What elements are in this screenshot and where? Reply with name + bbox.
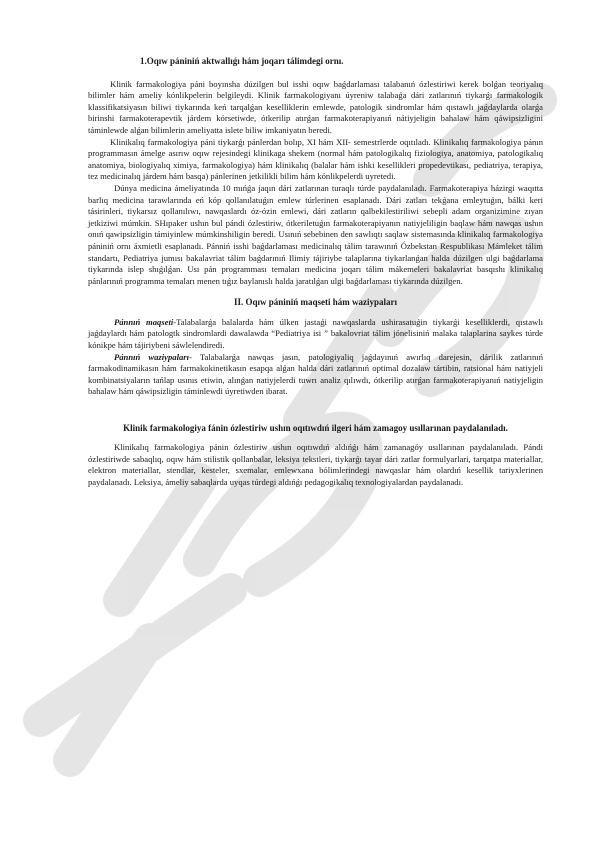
tasks-text: - Talabalarǵa nawqas jasın, patologiyaliq jaǵdayınıń awırlıq darejesin, dárilik zatlarınıń farmakodinamikasın hám farmakokinetikasın esapqa alǵan halda dári zatlarınıń optimal dozalaw tártibin, ratsional hám natiyjeli kombinatsiyaların tańlap usınıs etiwin, alınǵan natiyjelerdi tuwrı analiz qılıwdı, ótkerilip atırǵan farmakoterapiyanıń natiyjeligin bahalaw hám qáwipsizligin táminlewdi úyretiwden ibarat. xyxy=(88,351,543,397)
goal-text: -Talabalarǵa balalarda hám úlken jastaǵi nawqaslarda ushirasatuǵin tiykarǵi keselliklerdi, qıstawlı jaǵdaylardı hám patologtk sindromlardi dawalawda “Pediatriya isi ” bakalovriat tálim jónelisiniń malaka talaplarina saykes túrde kónikpe hám tájiriybeni sáwlelendiredi. xyxy=(88,316,543,351)
paragraph-tasks xyxy=(88,352,543,398)
section-heading-1: 1.Oqıw pániniń aktwallıǵı hám joqarı tálimdegi ornı. xyxy=(140,56,344,66)
paragraph-goal xyxy=(88,317,543,352)
goal-term: Pánnıń maqseti xyxy=(114,316,174,327)
section-heading-3: Klinik farmakologiya fánin ózlestiriw ushın oqıtıwdıń ilgeri hám zamagoy usıllarınan paydalanıladı. xyxy=(123,423,508,434)
paragraph-intro: Klinik farmakologiya páni boyınsha dúzilgen bul isshi oqıw baǵdarlaması talabanıń ózlestiriwi kerek bolǵan teoriyalıq bilimler hám ameliy kónlikpelerin belgileydi. Klinik farmakologiyanı úyreniw talabaǵa dári zatlarınıń tiykarǵı farmakologik klassifikatsiyasın biliwi tiykarında keń tarqalǵan keselliklerin emlewde, patologik sindromlar hám qıstawlı jaǵdaylarda olarǵa birinshi farmakoterapevtik járdem kórsetiwde, ótkerilip atırǵan farmakoterapiyanıń nátiyjeligin bahalaw hám qáwipsizligini táminlewde alǵan bilimlerin ameliyatta islete biliw imkaniyatın beredi. xyxy=(88,78,543,135)
paragraph-importance: Dúnya medicina ámeliyatında 10 mıńǵa jaqın dári zatlarınan turaqlı túrde paydalanıladı. Farmakoterapiya házirgi waqıtta barlıq medicina tarawlarında eń kóp qollanılatuǵın emlew túrlerinen esaplanadı. Dári zatları tekǵana emleytuǵın, bálki keri tásirinleri, tiykarsız qollanılıwı, nawqaslardı óz-ózin emlewi, dári zatların qalbekilestiriliwi sebepli adam organizimine zıyan jetkiziwi múmkin. SHıpaker ushın bul pándi ózlestiriw, ótkeriletuǵın farmakoterapiyanın natiyjeliligin baqlaw hám nawqas ushın onıń qawipsizligin támiyinlew múmkinshiligin beredi. Usınıń sebebinen den sawlıqtı saqlaw sistemasında klinikalıq farmakologiya pániniń ornı áxmietli esaplanadı. Pánniń isshi baǵdarlaması medicinalıq tálim tarawınıń Ózbekstan Respublikası Mámleket tálim standartı, Pediatriya jumısı bakalavriat tálim baǵdarınıń Ilimiy tájiriybe talaplarına tiykarlanǵan halda dúzilgen ulgi baǵdarlama tiykarında islep shıǵılǵan. Usı pán programması temaları medicina joqarı tálim mákemeleri bakalavriat basqıshı klinikalıq pánlarınıń programma temaları menen tıǵız baylanıslı halda jaratılǵan ulgi baǵdarlaması tiykarında dúzilgen. xyxy=(88,182,543,286)
tasks-term: Pánnıń waziypaları xyxy=(114,351,189,362)
section-heading-2: II. Oqıw pániniń maqseti hám waziypaları xyxy=(233,297,398,308)
paragraph-course-position: Klinikalıq farmakologiya páni tiykarǵı pánlerdan bolıp, XI hám XII- semestrlerde oqıtıladı. Klinikalıq farmakologiya pánın programmasın ámelge asırıw oqıw rejesindegi klinikaga shekem (normal hám patologikalıq fiziologiya, anatomiya, patologikalıq anatomiya, biologiyalıq ximiya, farmakologiya) hám klinikalıq (balalar hám ishki kesellikleri propedevtikası, pediatriya, terapiya, tez medicinalıq járdem hám basqa) pánlerinen jetkilikli bilim hám kónlikpelerdi uyretedi. xyxy=(88,136,543,182)
document-body xyxy=(88,56,543,488)
paragraph-methods: Klinikalıq farmakologiya pánin ózlestiriw ushın oqıtıwdıń aldıńǵı hám zamanagóy usıllarınan paydalanıladı. Pándi ózlestiriwde sabaqlıq, oqıw hám stilistik qollanbalar, leksiya tekstleri, tiykarǵı tayar dári zatlar formulyarlari, tarqatpa materiallar, elektron materiallar, stendlar, kesteler, sxemalar, emlewxana bólimlerindegi nawqaslar hám olardıń kesellik tariyxlerinen paydalanadı. Leksiya, ámeliy sabaqlarda uyqas túrdegi aldıńǵı pedagogikalıq texnologiyalardan paydalanadı. xyxy=(88,442,543,487)
